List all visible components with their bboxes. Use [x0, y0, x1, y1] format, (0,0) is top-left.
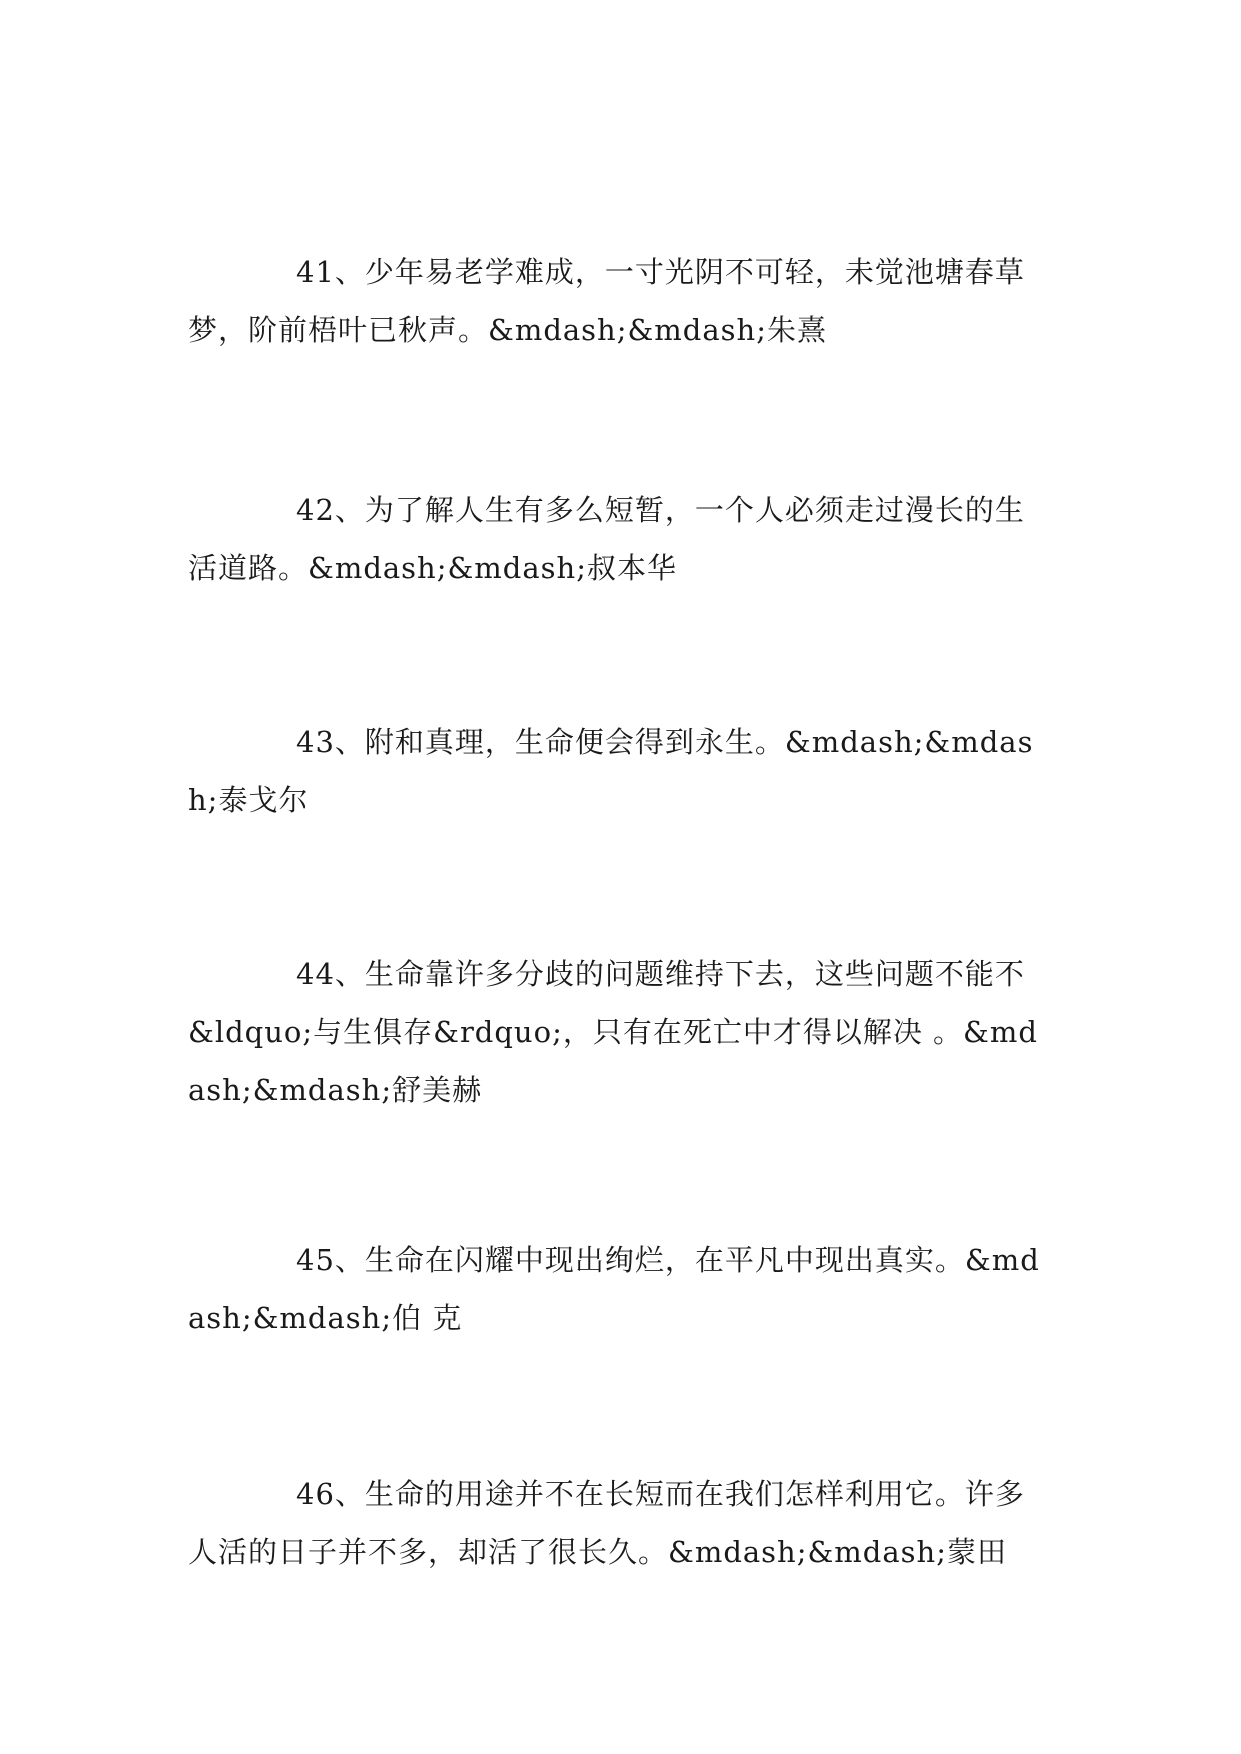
quote-46: 46、生命的用途并不在长短而在我们怎样利用它。许多人活的日子并不多，却活了很长久。&mdash;&mdash;蒙田 — [188, 1477, 1025, 1569]
quote-44: 44、生命靠许多分歧的问题维持下去，这些问题不能不&ldquo;与生俱存&rdquo;，只有在死亡中才得以解决 。&mdash;&mdash;舒美赫 — [188, 957, 1038, 1107]
quote-41: 41、少年易老学难成，一寸光阴不可轻，未觉池塘春草梦，阶前梧叶已秋声。&mdash;&mdash;朱熹 — [188, 255, 1025, 347]
quote-43: 43、附和真理，生命便会得到永生。&mdash;&mdash;泰戈尔 — [188, 725, 1034, 817]
quote-42: 42、为了解人生有多么短暂，一个人必须走过漫长的生活道路。&mdash;&mdash;叔本华 — [188, 493, 1025, 585]
quote-45: 45、生命在闪耀中现出绚烂，在平凡中现出真实。&mdash;&mdash;伯 克 — [188, 1243, 1040, 1335]
